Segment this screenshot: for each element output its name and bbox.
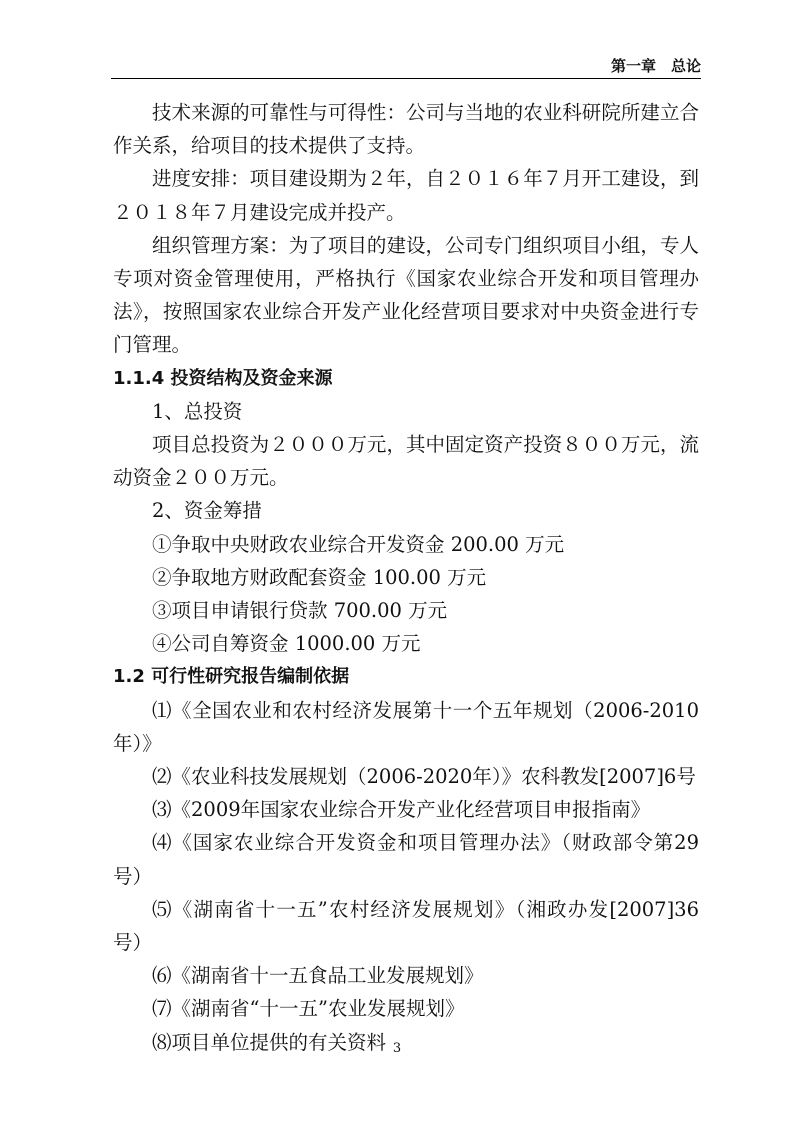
funding-item-local: ②争取地方财政配套资金 100.00 万元 bbox=[152, 565, 487, 589]
section-heading-1-1-4: 1.1.4 投资结构及资金来源 bbox=[113, 367, 333, 389]
funding-item-loan: ③项目申请银行贷款 700.00 万元 bbox=[152, 599, 448, 623]
header-rule bbox=[111, 78, 701, 79]
paragraph-total-investment: 项目总投资为２０００万元，其中固定资产投资８００万元，流动资金２００万元。 bbox=[113, 433, 699, 490]
basis-item-5: ⑸《湖南省十一五”农村经济发展规划》（湘政办发[2007]36号） bbox=[113, 897, 699, 955]
basis-item-7: ⑺《湖南省“十一五”农业发展规划》 bbox=[152, 997, 465, 1021]
chapter-title: 第一章 总论 bbox=[610, 57, 701, 75]
section-heading-1-2: 1.2 可行性研究报告编制依据 bbox=[113, 666, 350, 688]
paragraph-tech-source: 技术来源的可靠性与可得性：公司与当地的农业科研院所建立合作关系，给项目的技术提供了支持。 bbox=[113, 101, 699, 158]
basis-item-2: ⑵《农业科技发展规划（2006-2020年）》农科教发[2007]6号 bbox=[152, 765, 696, 789]
document-body bbox=[113, 96, 699, 1059]
funding-item-self: ④公司自筹资金 1000.00 万元 bbox=[152, 632, 421, 656]
basis-item-8: ⑻项目单位提供的有关资料 bbox=[152, 1030, 387, 1054]
page-number: 3 bbox=[392, 1041, 402, 1056]
funding-item-central: ①争取中央财政农业综合开发资金 200.00 万元 bbox=[152, 532, 565, 556]
basis-item-6: ⑹《湖南省十一五食品工业发展规划》 bbox=[152, 964, 484, 988]
paragraph-organization: 组织管理方案：为了项目的建设，公司专门组织项目小组，专人专项对资金管理使用，严格执行《国家农业综合开发和项目管理办法》，按照国家农业综合开发产业化经营项目要求对中央资金进行专门管理。 bbox=[113, 233, 699, 357]
paragraph-schedule: 进度安排：项目建设期为２年，自２０１６年７月开工建设，到２０１８年７月建设完成并投产。 bbox=[113, 167, 699, 224]
subheading-funding: 2、资金筹措 bbox=[152, 499, 262, 523]
running-header bbox=[111, 56, 701, 78]
basis-item-3: ⑶《2009年国家农业综合开发产业化经营项目申报指南》 bbox=[152, 798, 651, 822]
basis-item-4: ⑷《国家农业综合开发资金和项目管理办法》（财政部令第29号） bbox=[113, 831, 699, 888]
subheading-total-investment: 1、总投资 bbox=[152, 399, 243, 423]
basis-item-1: ⑴《全国农业和农村经济发展第十一个五年规划（2006-2010年）》 bbox=[113, 698, 699, 755]
